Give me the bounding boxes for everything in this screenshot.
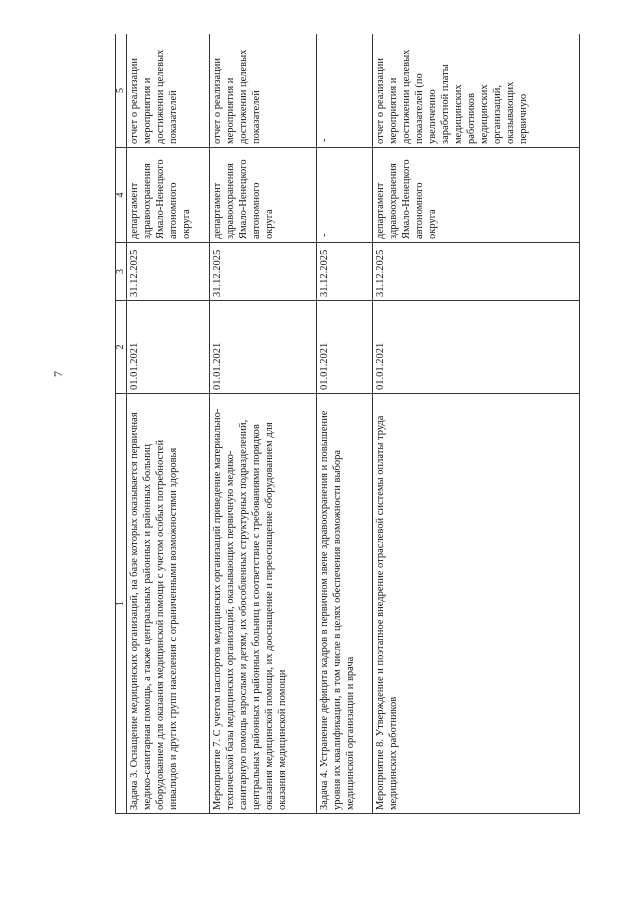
table-row [373,34,580,814]
measure-description: Мероприятие 8. Утверждение и поэтапное внедрение отраслевой системы оплаты труда медицинских работников [373,394,580,814]
start-date: 01.01.2021 [373,301,580,394]
task-description: Задача 4. Устранение дефицита кадров в первичном звене здравоохранения и повышение уровня их квалификации, в том числе в целях обеспечения возможности выбора медицинской организации и врача [317,394,373,814]
measures-table [115,34,580,814]
task-description: Задача 3. Оснащение медицинских организаций, на базе которых оказывается первичная медико-санитарная помощь, а также центральных районных и районных больниц оборудованием для оказания медицинской помощи с учетом особых потребностей инвалидов и других групп населения с ограниченными возможностями здоровья [127,394,210,814]
expected-result: отчет о реализации мероприятия и достижении целевых показателей [127,34,210,148]
expected-result: отчет о реализации мероприятия и достижении целевых показателей [210,34,317,148]
end-date: 31.12.2025 [210,243,317,301]
responsible-executor: департамент здравоохранения Ямало-Ненецкого автономного округа [210,148,317,243]
end-date: 31.12.2025 [373,243,580,301]
end-date: 31.12.2025 [317,243,373,301]
column-header-1: 1 [116,394,127,814]
responsible-executor: департамент здравоохранения Ямало-Ненецкого автономного округа [373,148,580,243]
end-date: 31.12.2025 [127,243,210,301]
responsible-executor: департамент здравоохранения Ямало-Ненецкого автономного округа [127,148,210,243]
start-date: 01.01.2021 [210,301,317,394]
column-header-5: 5 [116,34,127,148]
column-header-2: 2 [116,301,127,394]
start-date: 01.01.2021 [127,301,210,394]
dash-placeholder: - [319,233,330,237]
column-header-3: 3 [116,243,127,301]
table-row [210,34,317,814]
column-header-4: 4 [116,148,127,243]
table-row [127,34,210,814]
responsible-executor [317,148,373,243]
start-date: 01.01.2021 [317,301,373,394]
page-number: 7 [51,371,65,377]
expected-result: отчет о реализации мероприятия и достижении целевых показателей (по увеличению заработной платы медицинских работников медицинских организаций, оказывающих первичную [373,34,580,148]
measure-description: Мероприятие 7. С учетом паспортов медицинских организаций приведение материально-технической базы медицинских организаций, оказывающих первичную медико-санитарную помощь взрослым и детям, их обособленных структурных подразделений, центральных районных и районных больниц в соответствие с требованиями порядков оказания медицинской помощи, их дооснащение и переоснащение оборудованием для оказания медицинской помощи [210,394,317,814]
expected-result [317,34,373,148]
dash-placeholder: - [319,138,330,142]
table-header-row [116,34,127,814]
rotated-table-canvas [115,34,580,814]
table-container [115,34,580,814]
table-row [317,34,373,814]
